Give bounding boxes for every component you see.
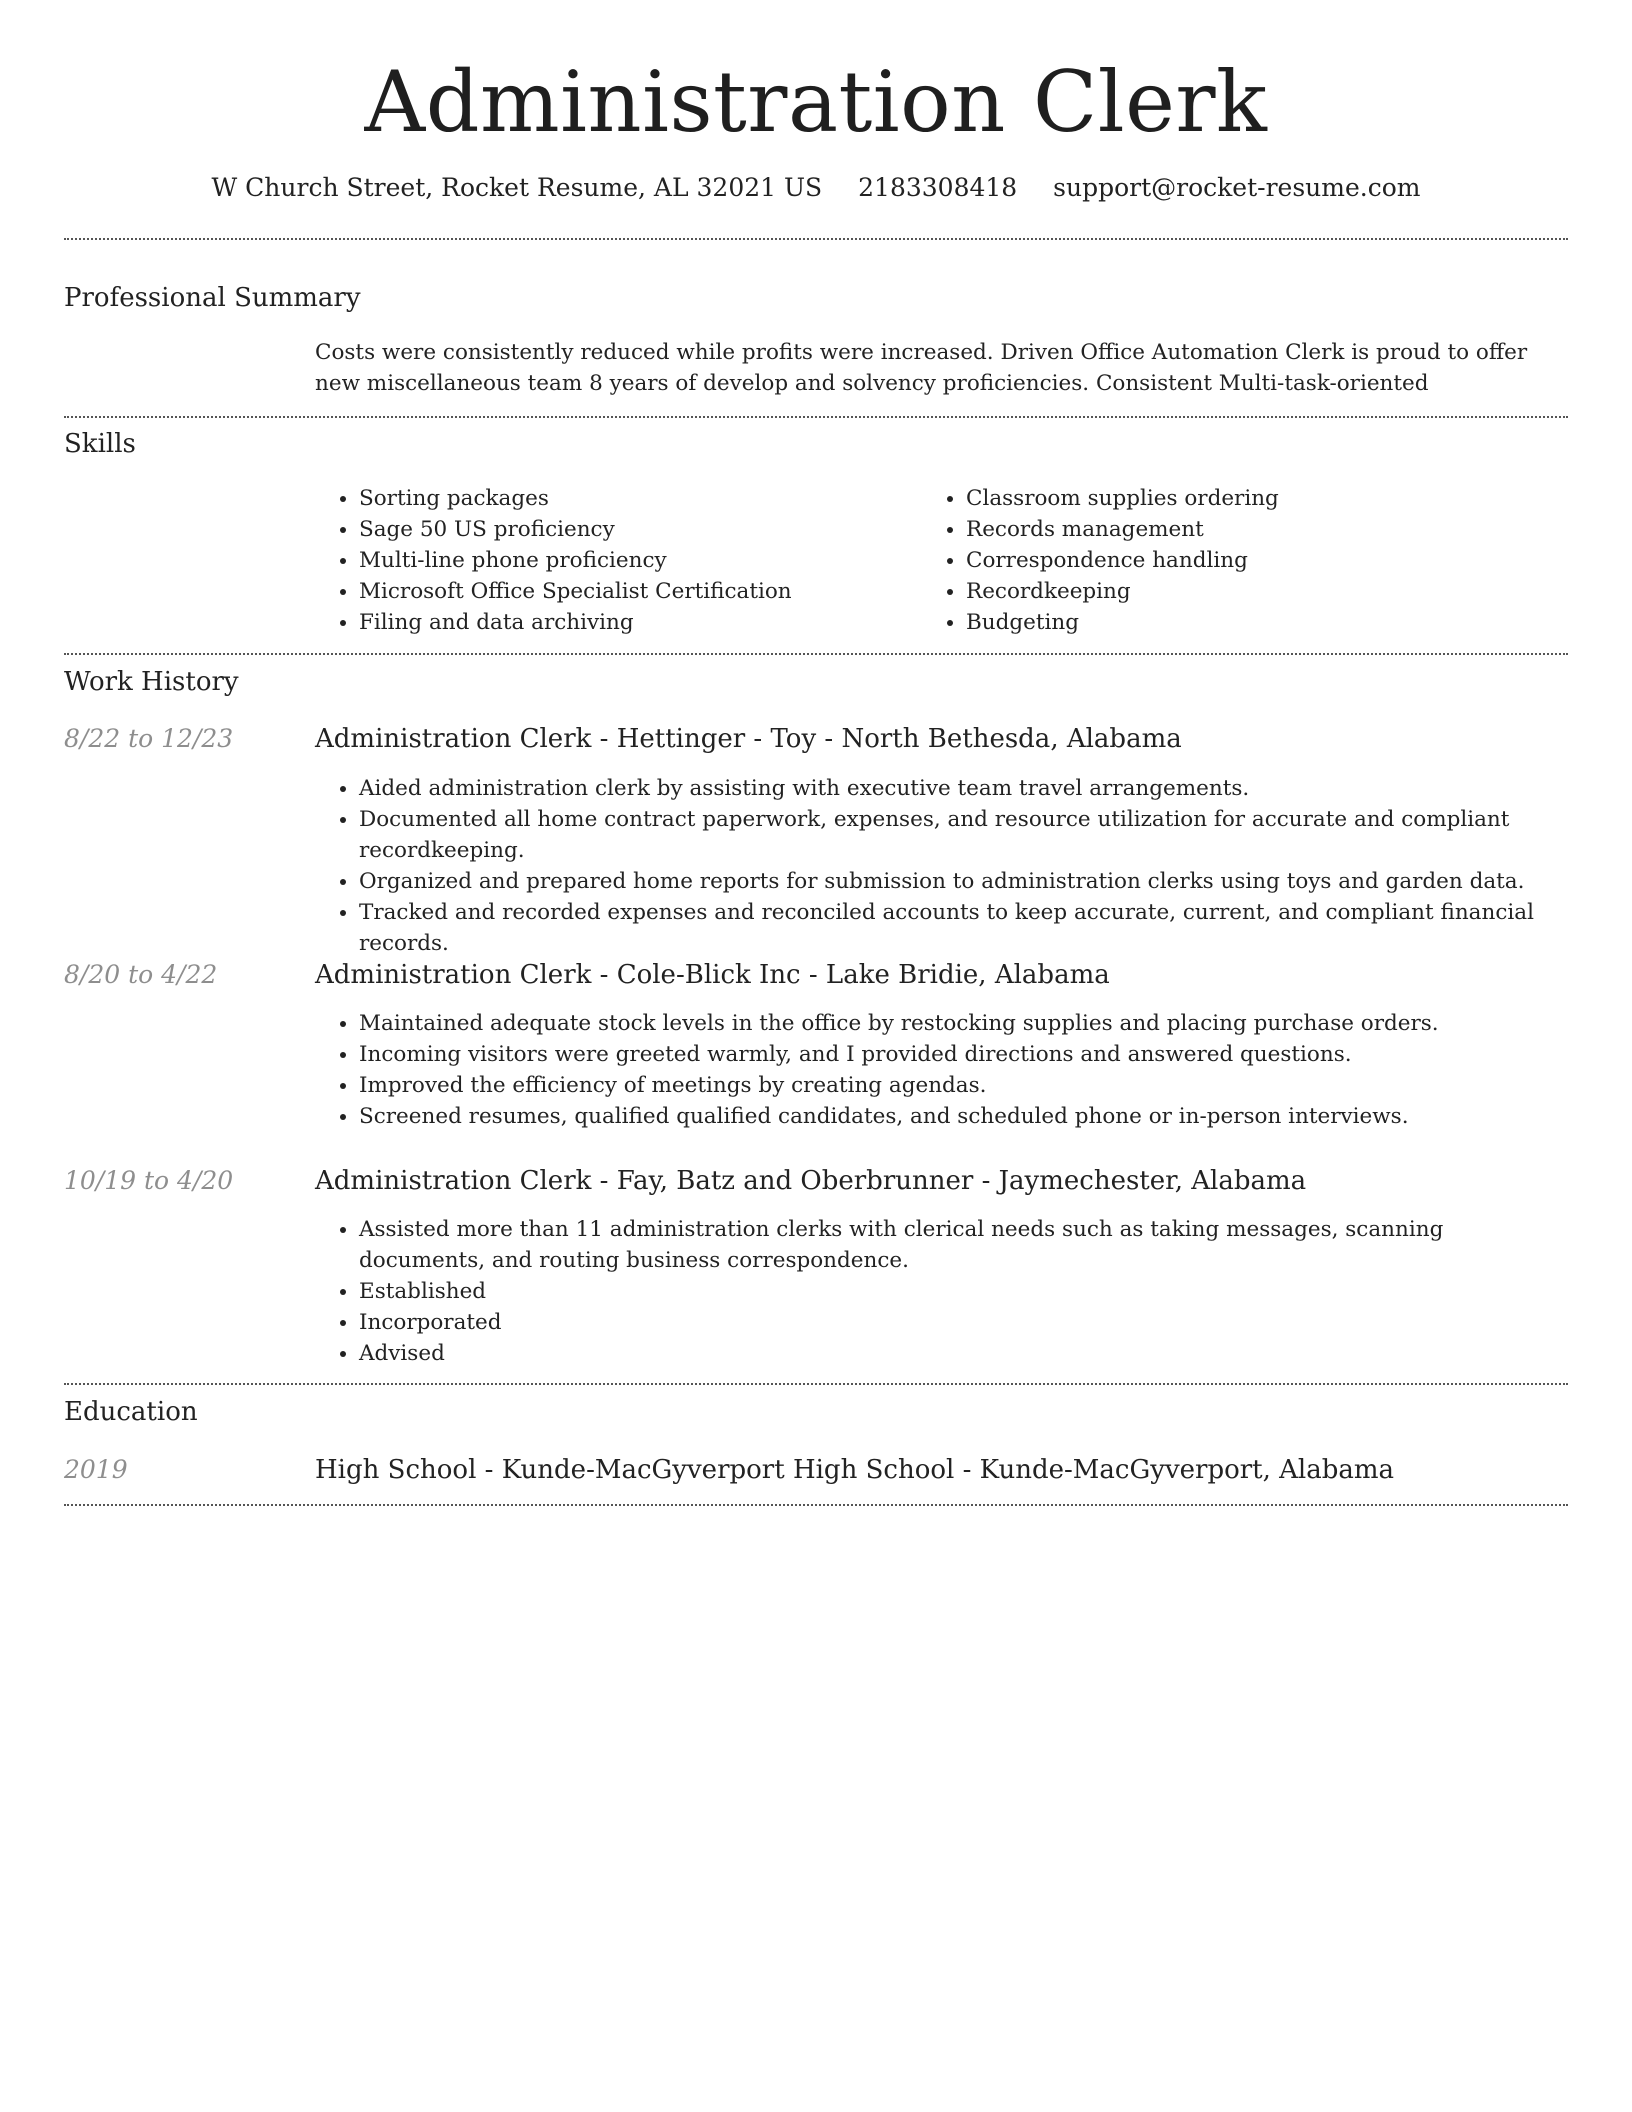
skill-item: • Sage 50 US proficiency	[359, 514, 915, 545]
job-dates: 8/22 to 12/23	[64, 724, 234, 753]
contact-address: W Church Street, Rocket Resume, AL 32021 US	[211, 173, 823, 202]
job-bullet: • Maintained adequate stock levels in the office by restocking supplies and placing purchase orders.	[359, 1008, 1565, 1039]
skills-column-left	[315, 483, 915, 638]
job-bullets	[315, 1008, 1565, 1132]
skill-item: • Sorting packages	[359, 483, 915, 514]
job-bullet: • Advised	[359, 1338, 1565, 1369]
skill-item: • Microsoft Office Specialist Certification	[359, 576, 915, 607]
job-bullets	[315, 1214, 1565, 1369]
skills-list-right	[922, 483, 1522, 638]
section-title-skills: Skills	[64, 429, 136, 459]
divider	[64, 1383, 1568, 1385]
job-dates: 8/20 to 4/22	[64, 960, 218, 989]
skill-item: • Filing and data archiving	[359, 607, 915, 638]
skill-item: • Correspondence handling	[966, 545, 1522, 576]
contact-line	[0, 172, 1632, 204]
section-title-work: Work History	[64, 667, 239, 697]
job-dates: 10/19 to 4/20	[64, 1166, 234, 1195]
divider	[64, 238, 1568, 240]
education-heading: High School - Kunde-MacGyverport High School - Kunde-MacGyverport, Alabama	[315, 1455, 1395, 1485]
education-year: 2019	[64, 1455, 128, 1484]
resume-header	[0, 0, 1632, 152]
skill-item: • Recordkeeping	[966, 576, 1522, 607]
job-heading: Administration Clerk - Fay, Batz and Oberbrunner - Jaymechester, Alabama	[315, 1166, 1307, 1196]
job-heading: Administration Clerk - Hettinger - Toy - North Bethesda, Alabama	[315, 724, 1182, 754]
section-title-education: Education	[64, 1397, 198, 1427]
summary-text: Costs were consistently reduced while profits were increased. Driven Office Automation Clerk is proud to offer new miscellaneous team 8 years of develop and solvency proficiencies. Consistent Multi-task-oriented	[315, 340, 1528, 396]
job-bullet: • Improved the efficiency of meetings by creating agendas.	[359, 1070, 1565, 1101]
skills-list-left	[315, 483, 915, 638]
job-bullet: • Assisted more than 11 administration clerks with clerical needs such as taking messages, scanning documents, and routing business correspondence.	[359, 1214, 1565, 1276]
skill-item: • Budgeting	[966, 607, 1522, 638]
job-bullet: • Organized and prepared home reports for submission to administration clerks using toys and garden data.	[359, 866, 1565, 897]
candidate-name: Administration Clerk	[364, 53, 1268, 151]
contact-phone: 2183308418	[858, 173, 1018, 202]
skill-item: • Multi-line phone proficiency	[359, 545, 915, 576]
job-bullet: • Established	[359, 1276, 1565, 1307]
divider	[64, 1504, 1568, 1506]
job-heading: Administration Clerk - Cole-Blick Inc - Lake Bridie, Alabama	[315, 960, 1110, 990]
divider	[64, 416, 1568, 418]
divider	[64, 653, 1568, 655]
job-bullet: • Documented all home contract paperwork, expenses, and resource utilization for accurate and compliant recordkeeping.	[359, 804, 1565, 866]
job-bullet: • Tracked and recorded expenses and reconciled accounts to keep accurate, current, and compliant financial records.	[359, 897, 1565, 959]
job-bullet: • Aided administration clerk by assisting with executive team travel arrangements.	[359, 773, 1565, 804]
skills-column-right	[922, 483, 1522, 638]
skill-item: • Records management	[966, 514, 1522, 545]
job-bullet: • Incorporated	[359, 1307, 1565, 1338]
contact-email: support@rocket-resume.com	[1053, 173, 1421, 202]
section-title-summary: Professional Summary	[64, 283, 361, 313]
job-bullet: • Screened resumes, qualified qualified candidates, and scheduled phone or in-person interviews.	[359, 1101, 1565, 1132]
job-bullets	[315, 773, 1565, 959]
job-bullet: • Incoming visitors were greeted warmly, and I provided directions and answered questions.	[359, 1039, 1565, 1070]
skill-item: • Classroom supplies ordering	[966, 483, 1522, 514]
